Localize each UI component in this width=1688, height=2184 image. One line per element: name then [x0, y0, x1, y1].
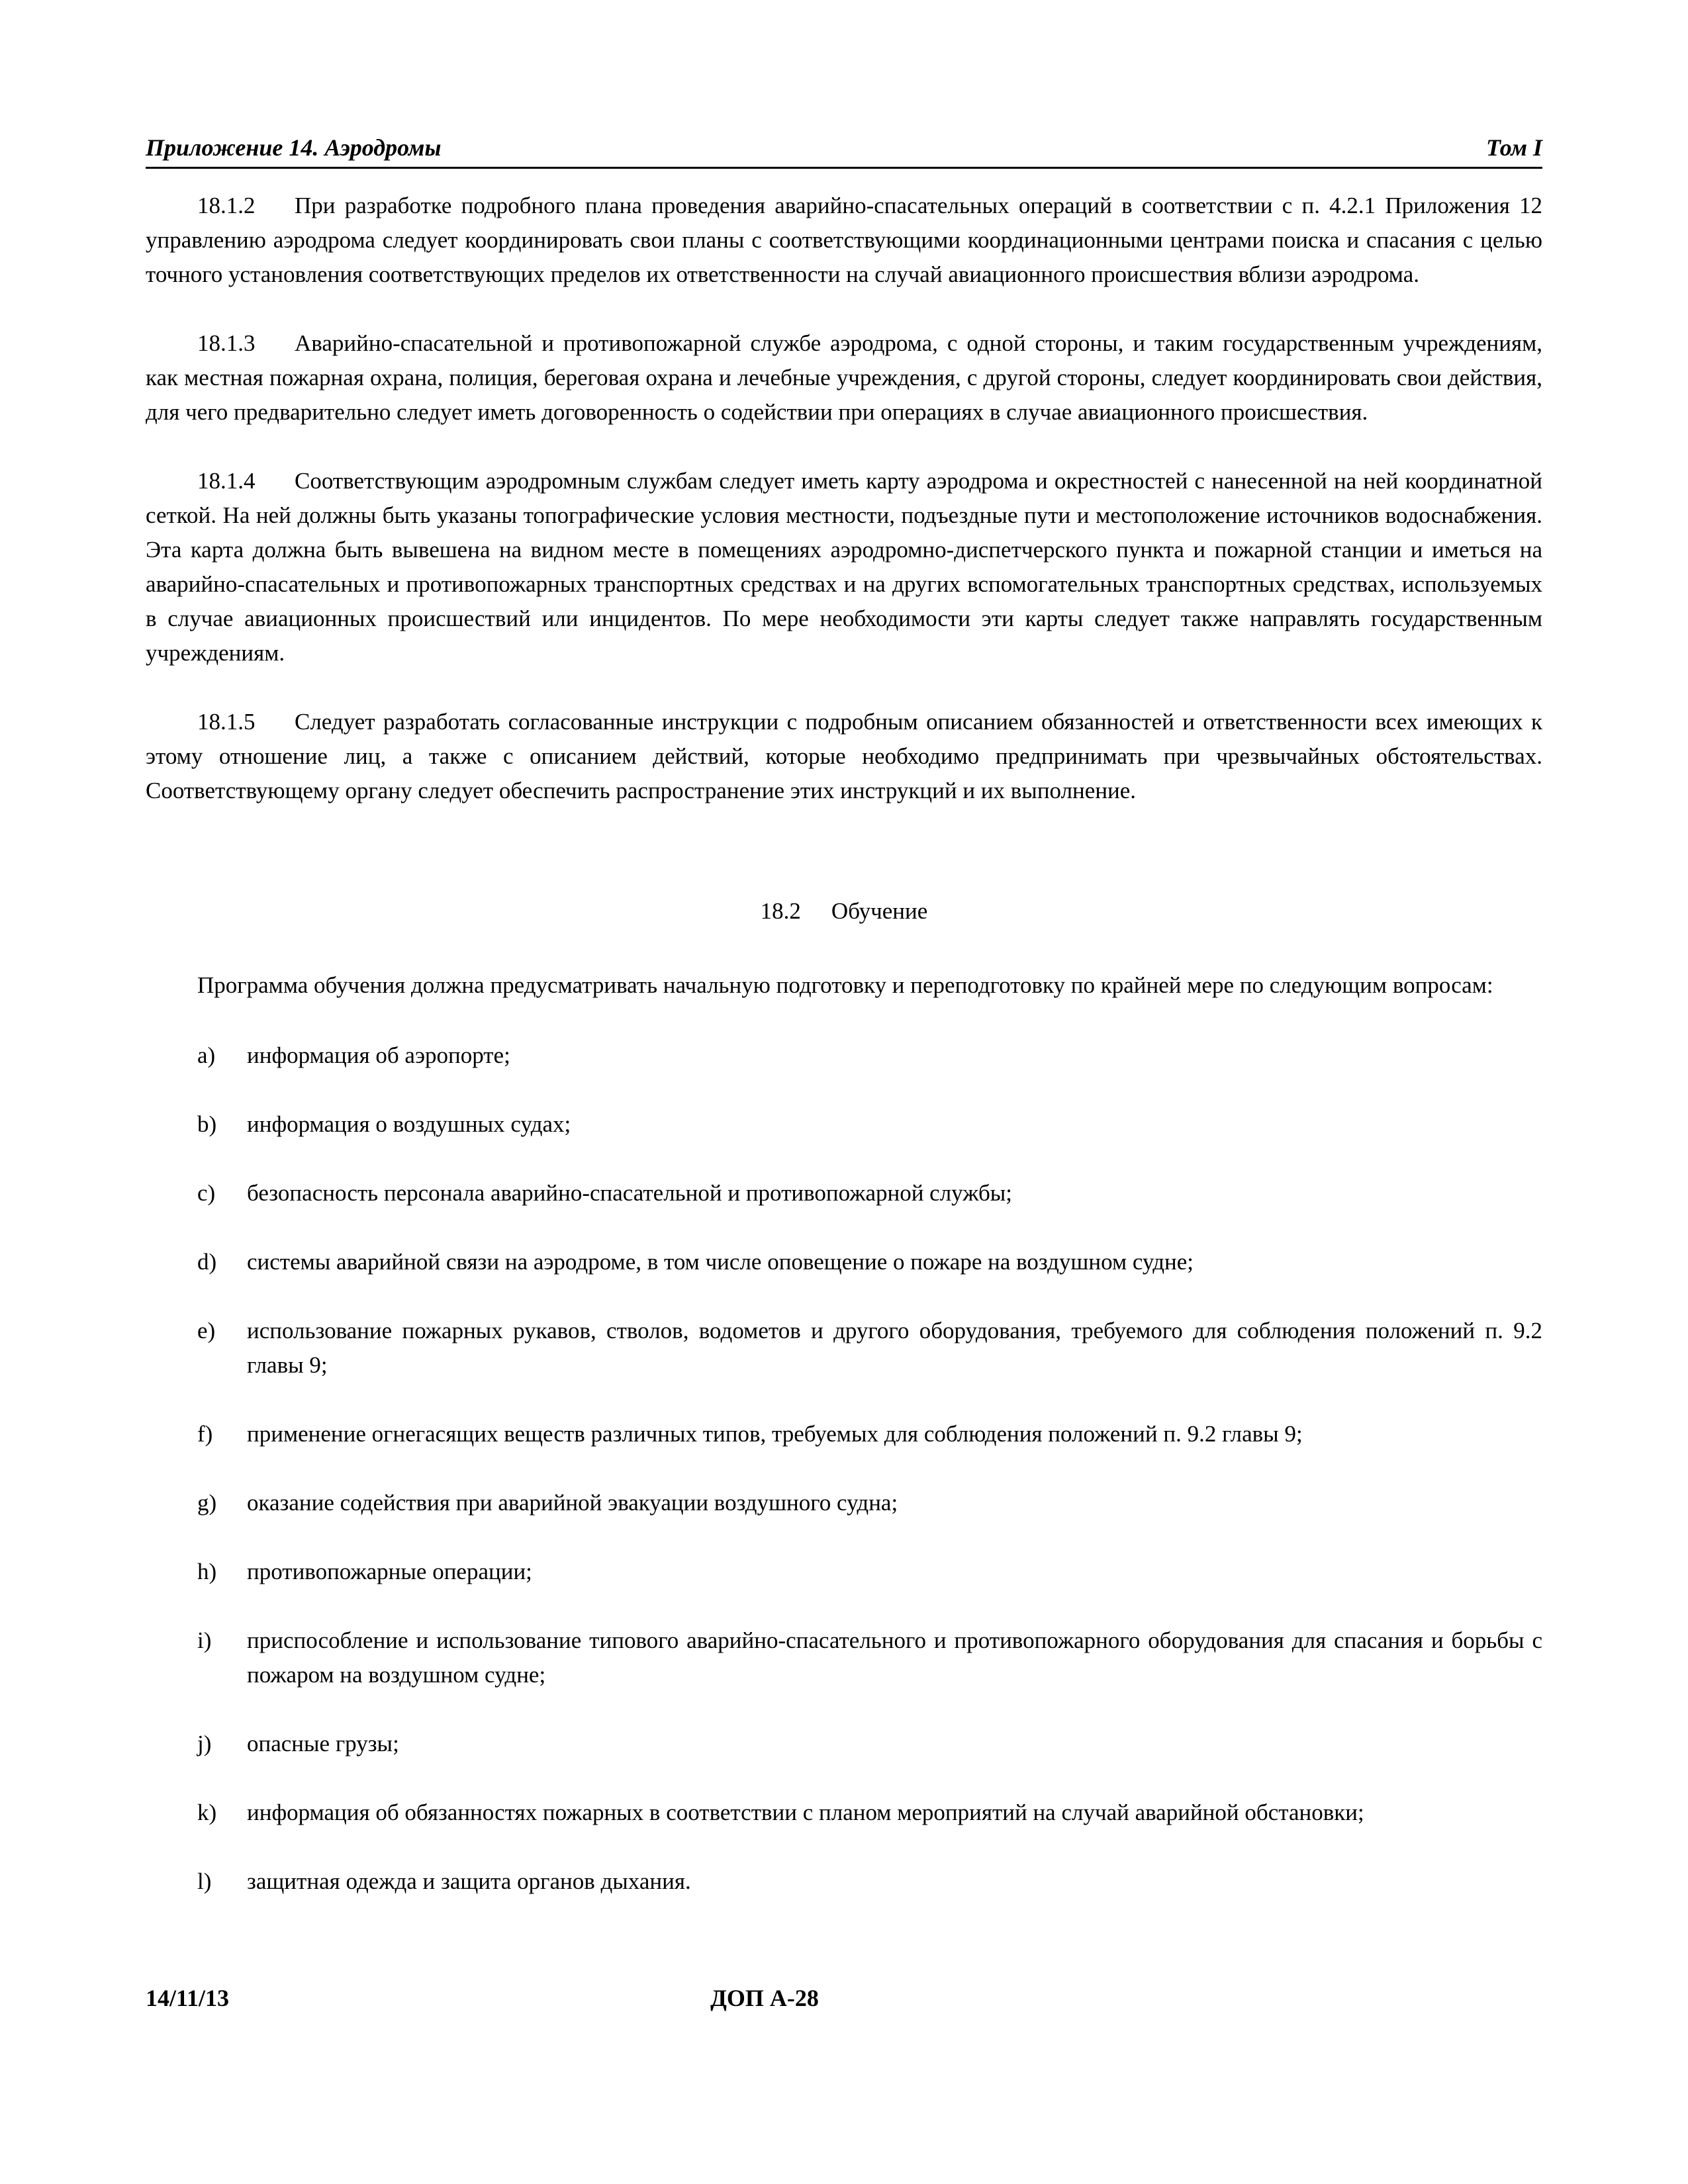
list-item-label: l) — [197, 1868, 212, 1894]
paragraph-text: При разработке подробного плана проведения аварийно-спасательных операций в соответствии с п. 4.2.1 Приложения 12 управлению аэродрома следует координировать свои планы с соответствующими координационными центрами поиска и спасания с целью точного установления соответствующих пределов их ответственности на случай авиационного происшествия вблизи аэродрома. — [146, 193, 1542, 287]
list-item — [146, 1038, 1542, 1073]
list-item-text: системы аварийной связи на аэродроме, в том числе оповещение о пожаре на воздушном судне; — [247, 1249, 1194, 1275]
footer-page-number-wrap — [146, 1984, 1542, 2012]
intro-paragraph: Программа обучения должна предусматривать начальную подготовку и переподготовку по крайней мере по следующим вопросам: — [197, 972, 1493, 998]
list-item-label: c) — [197, 1180, 216, 1206]
list-item-text: информация о воздушных судах; — [247, 1111, 571, 1137]
list-item-text: противопожарные операции; — [247, 1559, 532, 1584]
list-item — [146, 1417, 1542, 1451]
list-item-text: приспособление и использование типового аварийно-спасательного и противопожарного оборудования для спасания и борьбы с пожаром на воздушном судне; — [247, 1627, 1542, 1688]
list-item-text: защитная одежда и защита органов дыхания. — [247, 1868, 691, 1894]
page-header — [146, 126, 1542, 169]
section-number: 18.2 — [760, 898, 801, 924]
list-item-label: d) — [197, 1249, 217, 1275]
header-volume: Том I — [1486, 134, 1542, 161]
paragraph-text: Следует разработать согласованные инструкции с подробным описанием обязанностей и ответственности всех имеющих к этому отношение лиц, а также с описанием действий, которые необходимо предпринимать при чрезвычайных обстоятельствах. Соответствующему органу следует обеспечить распространение этих инструкций и их выполнение. — [146, 709, 1542, 803]
list-item — [146, 1555, 1542, 1589]
list-item-text: применение огнегасящих веществ различных типов, требуемых для соблюдения положений п. 9.2 главы 9; — [247, 1421, 1303, 1447]
paragraph-text: Аварийно-спасательной и противопожарной службе аэродрома, с одной стороны, и таким государственным учреждениям, как местная пожарная охрана, полиция, береговая охрана и лечебные учреждения, с другой стороны, следует координировать свои действия, для чего предварительно следует иметь договоренность о содействии при операциях в случае авиационного происшествия. — [146, 330, 1542, 425]
list-item-text: информация об аэропорте; — [247, 1042, 510, 1068]
list-item — [146, 1314, 1542, 1383]
paragraph-number: 18.1.3 — [197, 330, 256, 356]
footer-page-number: ДОП A-28 — [710, 1985, 819, 2011]
list-item-label: b) — [197, 1111, 217, 1137]
list-item — [146, 1245, 1542, 1279]
list-item — [146, 1623, 1542, 1692]
list-item-label: i) — [197, 1627, 212, 1653]
paragraph-number: 18.1.2 — [197, 193, 256, 218]
list-item-text: информация об обязанностях пожарных в соответствии с планом мероприятий на случай аварийной обстановки; — [247, 1799, 1364, 1825]
section-title: Обучение — [831, 898, 928, 924]
list-item-label: e) — [197, 1318, 216, 1343]
list-item-text: использование пожарных рукавов, стволов, водометов и другого оборудования, требуемого для соблюдения положений п. 9.2 главы 9; — [247, 1318, 1542, 1378]
list-item-label: a) — [197, 1042, 216, 1068]
list-item-label: f) — [197, 1421, 213, 1447]
paragraph-18-1-2 — [146, 189, 1542, 292]
document-body — [146, 189, 1542, 1899]
list-item — [146, 1176, 1542, 1210]
paragraph-18-1-3 — [146, 326, 1542, 430]
paragraph-number: 18.1.5 — [197, 709, 256, 735]
section-heading — [146, 894, 1542, 929]
list-item-label: g) — [197, 1490, 217, 1516]
list-item — [146, 1796, 1542, 1830]
paragraph-number: 18.1.4 — [197, 468, 256, 494]
list-item-text: оказание содействия при аварийной эвакуации воздушного судна; — [247, 1490, 898, 1516]
list-item — [146, 1864, 1542, 1899]
training-topics-list — [146, 1038, 1542, 1899]
list-item — [146, 1486, 1542, 1520]
header-title: Приложение 14. Аэродромы — [146, 134, 442, 161]
document-page — [146, 126, 1542, 2045]
list-item — [146, 1727, 1542, 1761]
list-item-label: h) — [197, 1559, 217, 1584]
paragraph-18-1-4 — [146, 464, 1542, 670]
list-item — [146, 1107, 1542, 1142]
footer-date: 14/11/13 — [146, 1985, 230, 2011]
paragraph-text: Соответствующим аэродромным службам следует иметь карту аэродрома и окрестностей с нанесенной на ней координатной сеткой. На ней должны быть указаны топографические условия местности, подъездные пути и местоположение источников водоснабжения. Эта карта должна быть вывешена на видном месте в помещениях аэродромно-диспетчерского пункта и пожарной станции и иметься на аварийно-спасательных и противопожарных транспортных средствах и на других вспомогательных транспортных средствах, используемых в случае авиационных происшествий или инцидентов. По мере необходимости эти карты следует также направлять государственным учреждениям. — [146, 468, 1542, 666]
list-item-text: безопасность персонала аварийно-спасательной и противопожарной службы; — [247, 1180, 1012, 1206]
paragraph-18-1-5 — [146, 705, 1542, 808]
list-item-text: опасные грузы; — [247, 1731, 399, 1756]
list-item-label: j) — [197, 1731, 212, 1756]
list-item-label: k) — [197, 1799, 217, 1825]
